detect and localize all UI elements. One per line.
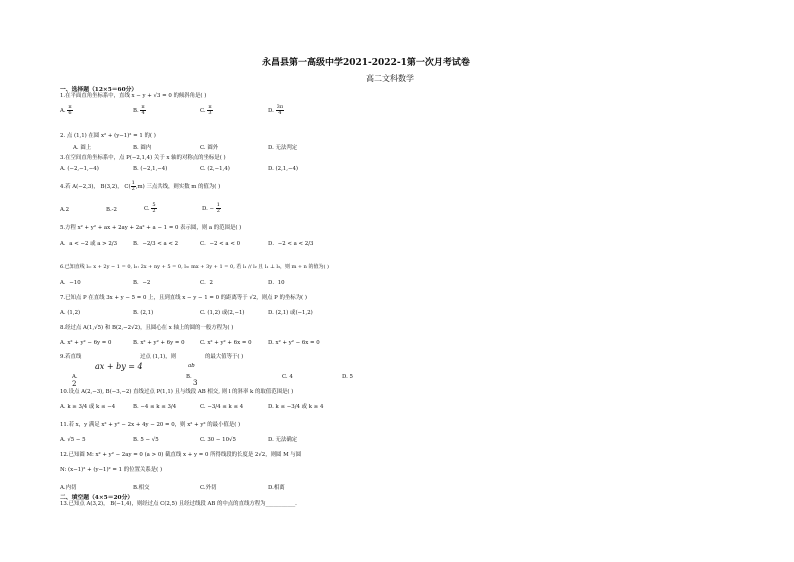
question-8-option-d: D. x² + y² − 6x = 0: [268, 340, 320, 346]
question-4-option-d: [202, 203, 221, 214]
question-8-option-c: C. x² + y² + 6x = 0: [200, 340, 252, 346]
paper-title: 永昌县第一高级中学2021-2022-1第一次月考试卷: [262, 58, 470, 68]
question-4-option-c: [144, 203, 157, 214]
option-label: D. −: [202, 206, 215, 212]
question-1-stem: 1.在平面直角坐标系中，直线 x − y + √3 = 0 的倾斜角是( ): [60, 93, 207, 99]
question-9-stem-middle: 过点 (1,1)，则: [140, 354, 177, 360]
question-9-option-d: D. 5: [342, 374, 353, 380]
option-label: C.: [200, 108, 206, 114]
question-7-option-d: D. (2,1) 或(−1,2): [268, 310, 313, 316]
question-5-option-b: B．−2/3 < a < 2: [133, 241, 179, 247]
question-7-option-b: B. (2,1): [133, 310, 154, 316]
question-2-option-a: A. 圆上: [73, 145, 92, 151]
question-12-option-a: A.内切: [60, 485, 77, 491]
denominator: 4: [141, 110, 145, 116]
fraction: [67, 105, 72, 116]
question-6-option-a: A．−10: [60, 280, 81, 286]
question-11-option-a: A. √5 − 5: [60, 437, 86, 443]
question-7-option-a: A. (1,2): [60, 310, 81, 316]
question-10-option-c: C. −3/4 ≤ k ≤ 4: [200, 404, 244, 410]
question-8-option-b: B. x² + y² + 6y = 0: [133, 340, 185, 346]
question-1-option-a: [60, 105, 73, 116]
numerator: 5: [152, 202, 156, 208]
denominator: 3: [208, 110, 212, 116]
paper-subtitle: 高二文科数学: [366, 74, 414, 83]
denominator: 2: [131, 186, 135, 192]
question-13-stem: 13.已知点 A(3,2)， B(−1,4)，则经过点 C(2,5) 且经过线段 AB 的中点的直线方程为___________.: [60, 501, 297, 507]
question-11-option-b: B. 5 − √5: [133, 437, 159, 443]
question-9-option-a-value: 2: [72, 380, 77, 388]
question-3-stem: 3.在空间直角坐标系中，点 P(−2,1,4) 关于 x 轴的对称点的坐标是( ): [60, 155, 226, 161]
numerator: π: [68, 104, 72, 110]
question-5-option-c: C．−2 < a < 0: [200, 241, 240, 247]
question-11-stem: 11.若 x，y 满足 x² + y² − 2x + 4y − 20 = 0，则 x² + y² 的最小值是( ): [60, 422, 241, 428]
question-1-option-d: [268, 105, 284, 116]
question-2-option-d: D. 无法判定: [268, 145, 298, 151]
question-10-option-a: A. k ≥ 3/4 或 k ≤ −4: [60, 404, 116, 410]
question-1-option-c: [200, 105, 213, 116]
option-label: C.: [144, 206, 150, 212]
numerator: 1: [216, 202, 220, 208]
question-10-stem: 10.设点 A(2,−3), B(−3,−2) 直线过点 P(1,1) 且与线段 AB 相交, 则 l 的斜率 k 的取值范围是( ): [60, 389, 294, 395]
question-12-stem-line-2: N: (x−1)² + (y−1)² = 1 的位置关系是( ): [60, 467, 163, 473]
question-3-option-b: B. (−2,1,−4): [133, 166, 168, 172]
question-7-stem: 7.已知点 P 在直线 3x + y − 5 = 0 上，且到直线 x − y − 1 = 0 的距离等于 √2，则点 P 的坐标为( ): [60, 295, 307, 301]
question-7-option-c: C. (1,2) 或(2,−1): [200, 310, 245, 316]
question-3-option-d: D. (2,1,−4): [268, 166, 298, 172]
question-12-option-d: D.相离: [268, 485, 285, 491]
denominator: 2: [216, 208, 220, 214]
question-4-stem-start: 4.若 A(−2,3)， B(3,2)， C: [60, 184, 129, 190]
question-2-stem: 2. 点 (1,1) 在圆 x² + (y−1)² = 1 的( ): [60, 133, 156, 139]
question-5-stem: 5.方程 x² + y² + ax + 2ay + 2a² + a − 1 = 0 表示圆，则 a 的范围是( ): [60, 225, 242, 231]
fraction: [216, 203, 221, 214]
question-10-option-b: B. −4 ≤ k ≤ 3/4: [133, 404, 177, 410]
numerator: 3π: [276, 104, 284, 110]
section-choice-heading: 一、选择题（12×5＝60分）: [60, 87, 138, 93]
question-6-option-b: B．−2: [133, 280, 151, 286]
question-10-option-d: D. k ≤ −3/4 或 k ≥ 4: [268, 404, 324, 410]
question-9-option-c: C. 4: [282, 374, 293, 380]
numerator: π: [208, 104, 212, 110]
section-fill-heading: 二、填空题（4×5＝20分）: [60, 495, 134, 501]
option-label: A.: [60, 108, 66, 114]
question-4-option-b: B.-2: [106, 207, 117, 213]
question-1-option-b: [133, 105, 146, 116]
question-2-option-b: B. 圆内: [133, 145, 152, 151]
question-4-option-a: A.2: [60, 207, 70, 213]
fraction: [207, 105, 212, 116]
numerator: π: [141, 104, 145, 110]
question-6-option-d: D．10: [268, 280, 285, 286]
question-9-option-b-value: 3: [193, 379, 198, 387]
question-9-option-b-label: B.: [186, 374, 192, 380]
denominator: 4: [278, 110, 282, 116]
question-9-stem-end: 的最大值等于( ): [205, 354, 244, 360]
question-11-option-c: C. 30 − 10√5: [200, 437, 236, 443]
question-6-option-c: C．2: [200, 280, 213, 286]
fraction: [140, 105, 145, 116]
question-5-option-a: A．a < −2 或 a > 2/3: [60, 241, 118, 247]
question-9-option-a-label: A.: [72, 374, 78, 380]
denominator: 2: [152, 208, 156, 214]
question-12-stem-line-1: 12.已知圆 M: x² + y² − 2ay = 0 (a > 0) 截直线 x + y = 0 所得线段的长度是 2√2，则圆 M 与圆: [60, 452, 302, 458]
question-12-option-b: B.相交: [133, 485, 150, 491]
option-label: D.: [268, 108, 274, 114]
question-9-formula: ax + by = 4: [95, 362, 143, 371]
fraction: [276, 105, 284, 116]
question-9-ab: ab: [188, 363, 195, 369]
question-3-option-c: C. (2,−1,4): [200, 166, 230, 172]
question-11-option-d: D. 无法确定: [268, 437, 298, 443]
question-3-option-a: A. (−2,−1,−4): [60, 166, 99, 172]
denominator: 6: [68, 110, 72, 116]
question-6-stem: 6.已知直线 l₁: x + 2y − 1 = 0, l₂: 2x + ny + 5 = 0, l₃: mx + 3y + 1 = 0, 若 l₁ // l₂ 且 l₁ ⊥ l₃，则 m + n 的值为( ): [60, 264, 329, 270]
question-9-stem-start: 9.若直线: [60, 354, 82, 360]
question-4-stem-end: ,m) 三点共线，则实数 m 的值为( ): [135, 184, 221, 190]
question-2-option-c: C. 圆外: [200, 145, 219, 151]
question-4-stem: 4.若 A(−2,3)， B(3,2)， C( $\frac{1}{2}$ ,m) 三点共线，则实数 m 的值为( ): [60, 180, 221, 192]
question-8-stem: 8.经过点 A(1,√5) 和 B(2,−2√2)，且圆心在 x 轴上的圆的一般方程为( ): [60, 325, 234, 331]
question-12-option-c: C.外切: [200, 485, 217, 491]
fraction: [151, 203, 156, 214]
question-5-option-d: D．−2 < a < 2/3: [268, 241, 314, 247]
numerator: 1: [131, 180, 135, 186]
option-label: B.: [133, 108, 139, 114]
question-8-option-a: A. x² + y² − 6y = 0: [60, 340, 112, 346]
